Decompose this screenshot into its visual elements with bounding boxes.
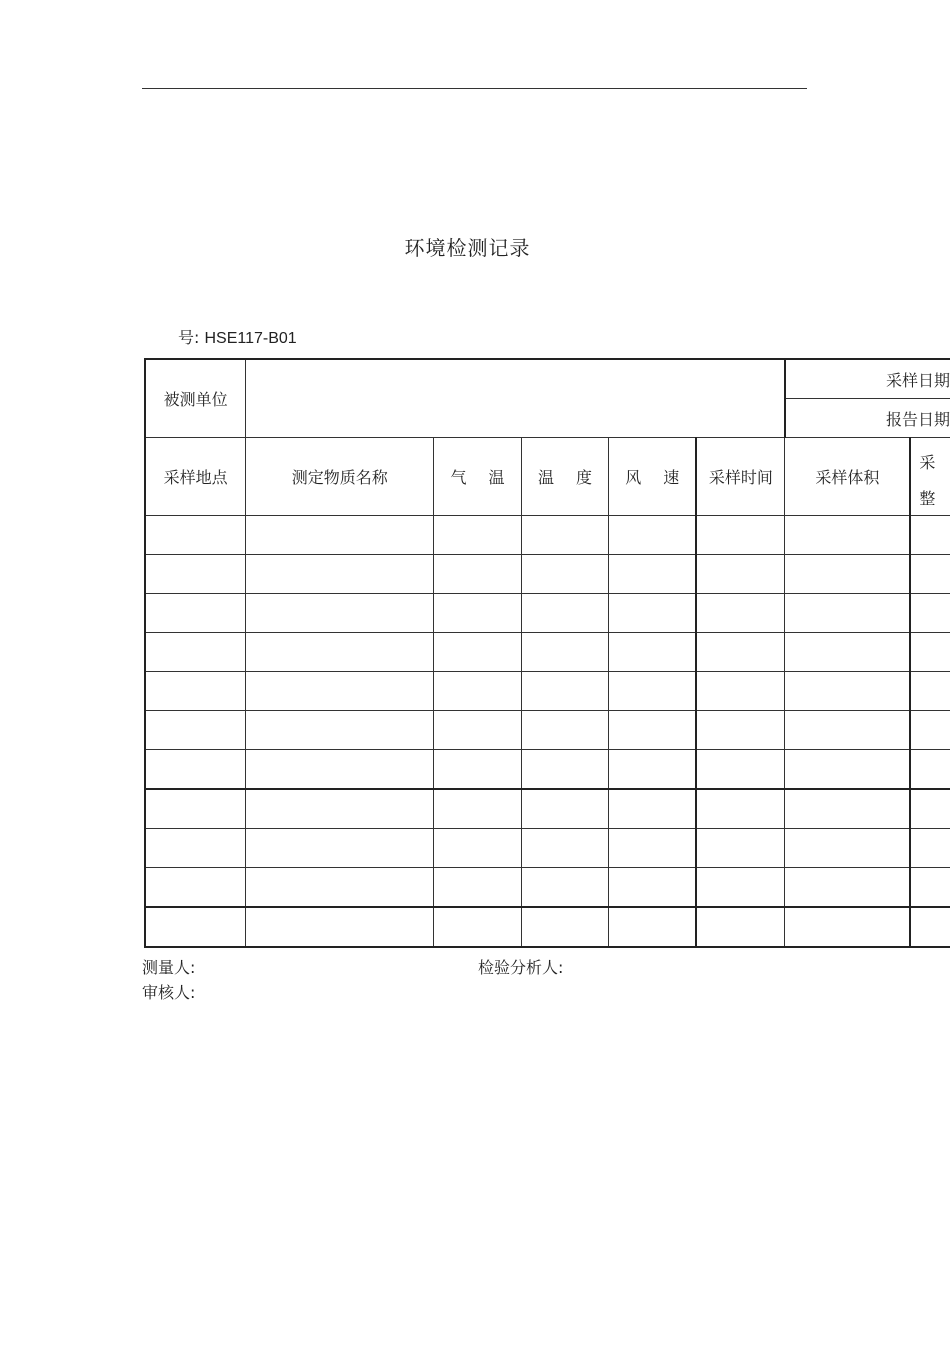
cell-wind-speed[interactable] bbox=[609, 516, 697, 555]
cell-location[interactable] bbox=[145, 516, 246, 555]
cell-truncated[interactable] bbox=[910, 672, 950, 711]
cell-wind-speed[interactable] bbox=[609, 868, 697, 908]
table-row bbox=[145, 516, 950, 555]
cell-sampling-time[interactable] bbox=[696, 789, 785, 829]
tested-unit-field[interactable] bbox=[246, 359, 785, 438]
cell-humidity[interactable] bbox=[521, 633, 608, 672]
measurer-label: 测量人: bbox=[142, 958, 196, 977]
cell-substance[interactable] bbox=[246, 633, 434, 672]
header-rule bbox=[142, 88, 807, 89]
cell-substance[interactable] bbox=[246, 555, 434, 594]
cell-sampling-time[interactable] bbox=[696, 516, 785, 555]
table-row bbox=[145, 594, 950, 633]
col-sampling-location: 采样地点 bbox=[145, 438, 246, 516]
cell-sampling-volume[interactable] bbox=[785, 829, 910, 868]
cell-truncated[interactable] bbox=[910, 868, 950, 908]
cell-air-temp[interactable] bbox=[434, 711, 521, 750]
cell-air-temp[interactable] bbox=[434, 672, 521, 711]
tested-unit-label: 被测单位 bbox=[145, 359, 246, 438]
col-humidity: 温 度 bbox=[521, 438, 608, 516]
cell-air-temp[interactable] bbox=[434, 907, 521, 947]
table-row bbox=[145, 672, 950, 711]
cell-wind-speed[interactable] bbox=[609, 555, 697, 594]
col-sampling-time: 采样时间 bbox=[696, 438, 785, 516]
cell-truncated[interactable] bbox=[910, 594, 950, 633]
cell-truncated[interactable] bbox=[910, 829, 950, 868]
cell-sampling-time[interactable] bbox=[696, 555, 785, 594]
col-truncated bbox=[910, 438, 950, 516]
table-row bbox=[145, 868, 950, 908]
cell-sampling-time[interactable] bbox=[696, 594, 785, 633]
cell-truncated[interactable] bbox=[910, 711, 950, 750]
cell-humidity[interactable] bbox=[521, 672, 608, 711]
cell-sampling-volume[interactable] bbox=[785, 594, 910, 633]
col-wind-speed: 风 速 bbox=[609, 438, 697, 516]
cell-sampling-volume[interactable] bbox=[785, 868, 910, 908]
cell-air-temp[interactable] bbox=[434, 594, 521, 633]
cell-location[interactable] bbox=[145, 672, 246, 711]
cell-truncated[interactable] bbox=[910, 907, 950, 947]
cell-sampling-time[interactable] bbox=[696, 907, 785, 947]
cell-sampling-time[interactable] bbox=[696, 750, 785, 790]
col-air-temperature: 气 温 bbox=[434, 438, 521, 516]
cell-wind-speed[interactable] bbox=[609, 907, 697, 947]
cell-location[interactable] bbox=[145, 633, 246, 672]
cell-air-temp[interactable] bbox=[434, 829, 521, 868]
table-row bbox=[145, 711, 950, 750]
cell-location[interactable] bbox=[145, 555, 246, 594]
cell-air-temp[interactable] bbox=[434, 868, 521, 908]
cell-humidity[interactable] bbox=[521, 711, 608, 750]
table-row bbox=[145, 789, 950, 829]
cell-sampling-volume[interactable] bbox=[785, 633, 910, 672]
col-sampling-volume: 采样体积 bbox=[785, 438, 910, 516]
cell-sampling-time[interactable] bbox=[696, 868, 785, 908]
cell-air-temp[interactable] bbox=[434, 555, 521, 594]
cell-sampling-time[interactable] bbox=[696, 711, 785, 750]
cell-humidity[interactable] bbox=[521, 516, 608, 555]
cell-wind-speed[interactable] bbox=[609, 711, 697, 750]
cell-location[interactable] bbox=[145, 907, 246, 947]
cell-location[interactable] bbox=[145, 594, 246, 633]
cell-wind-speed[interactable] bbox=[609, 789, 697, 829]
cell-sampling-volume[interactable] bbox=[785, 672, 910, 711]
cell-location[interactable] bbox=[145, 829, 246, 868]
cell-substance[interactable] bbox=[246, 594, 434, 633]
cell-substance[interactable] bbox=[246, 829, 434, 868]
cell-substance[interactable] bbox=[246, 672, 434, 711]
cell-substance[interactable] bbox=[246, 516, 434, 555]
form-number bbox=[178, 325, 297, 348]
cell-wind-speed[interactable] bbox=[609, 594, 697, 633]
cell-truncated[interactable] bbox=[910, 750, 950, 790]
col-truncated-top: 采 bbox=[919, 453, 936, 472]
cell-sampling-time[interactable] bbox=[696, 672, 785, 711]
cell-humidity[interactable] bbox=[521, 594, 608, 633]
cell-humidity[interactable] bbox=[521, 789, 608, 829]
cell-sampling-volume[interactable] bbox=[785, 711, 910, 750]
col-substance-name: 测定物质名称 bbox=[246, 438, 434, 516]
cell-location[interactable] bbox=[145, 711, 246, 750]
col-truncated-bottom: 整 bbox=[919, 489, 936, 508]
form-number-label: 号: bbox=[178, 328, 200, 347]
cell-substance[interactable] bbox=[246, 789, 434, 829]
cell-sampling-volume[interactable] bbox=[785, 516, 910, 555]
table-row bbox=[145, 829, 950, 868]
cell-sampling-volume[interactable] bbox=[785, 750, 910, 790]
cell-sampling-time[interactable] bbox=[696, 829, 785, 868]
cell-truncated[interactable] bbox=[910, 633, 950, 672]
cell-sampling-volume[interactable] bbox=[785, 789, 910, 829]
cell-humidity[interactable] bbox=[521, 907, 608, 947]
cell-truncated[interactable] bbox=[910, 555, 950, 594]
cell-humidity[interactable] bbox=[521, 868, 608, 908]
table-row bbox=[145, 555, 950, 594]
report-date-label: 报告日期 bbox=[785, 399, 950, 438]
analyst-label: 检验分析人: bbox=[478, 958, 564, 977]
cell-sampling-time[interactable] bbox=[696, 633, 785, 672]
cell-air-temp[interactable] bbox=[434, 633, 521, 672]
cell-air-temp[interactable] bbox=[434, 516, 521, 555]
cell-location[interactable] bbox=[145, 868, 246, 908]
cell-truncated[interactable] bbox=[910, 789, 950, 829]
cell-substance[interactable] bbox=[246, 907, 434, 947]
cell-substance[interactable] bbox=[246, 711, 434, 750]
cell-air-temp[interactable] bbox=[434, 789, 521, 829]
table-row bbox=[145, 907, 950, 947]
table-row bbox=[145, 750, 950, 790]
cell-wind-speed[interactable] bbox=[609, 829, 697, 868]
cell-sampling-volume[interactable] bbox=[785, 555, 910, 594]
cell-wind-speed[interactable] bbox=[609, 672, 697, 711]
cell-substance[interactable] bbox=[246, 868, 434, 908]
cell-truncated[interactable] bbox=[910, 516, 950, 555]
cell-location[interactable] bbox=[145, 789, 246, 829]
cell-humidity[interactable] bbox=[521, 555, 608, 594]
cell-substance[interactable] bbox=[246, 750, 434, 790]
cell-air-temp[interactable] bbox=[434, 750, 521, 790]
cell-humidity[interactable] bbox=[521, 829, 608, 868]
environment-record-table bbox=[144, 358, 950, 948]
reviewer-label: 审核人: bbox=[142, 983, 196, 1002]
cell-wind-speed[interactable] bbox=[609, 633, 697, 672]
page-title: 环境检测记录 bbox=[404, 236, 531, 260]
cell-sampling-volume[interactable] bbox=[785, 907, 910, 947]
form-number-value: HSE117-B01 bbox=[204, 330, 297, 347]
cell-humidity[interactable] bbox=[521, 750, 608, 790]
sampling-date-label: 采样日期 bbox=[785, 359, 950, 399]
cell-location[interactable] bbox=[145, 750, 246, 790]
cell-wind-speed[interactable] bbox=[609, 750, 697, 790]
table-row bbox=[145, 633, 950, 672]
